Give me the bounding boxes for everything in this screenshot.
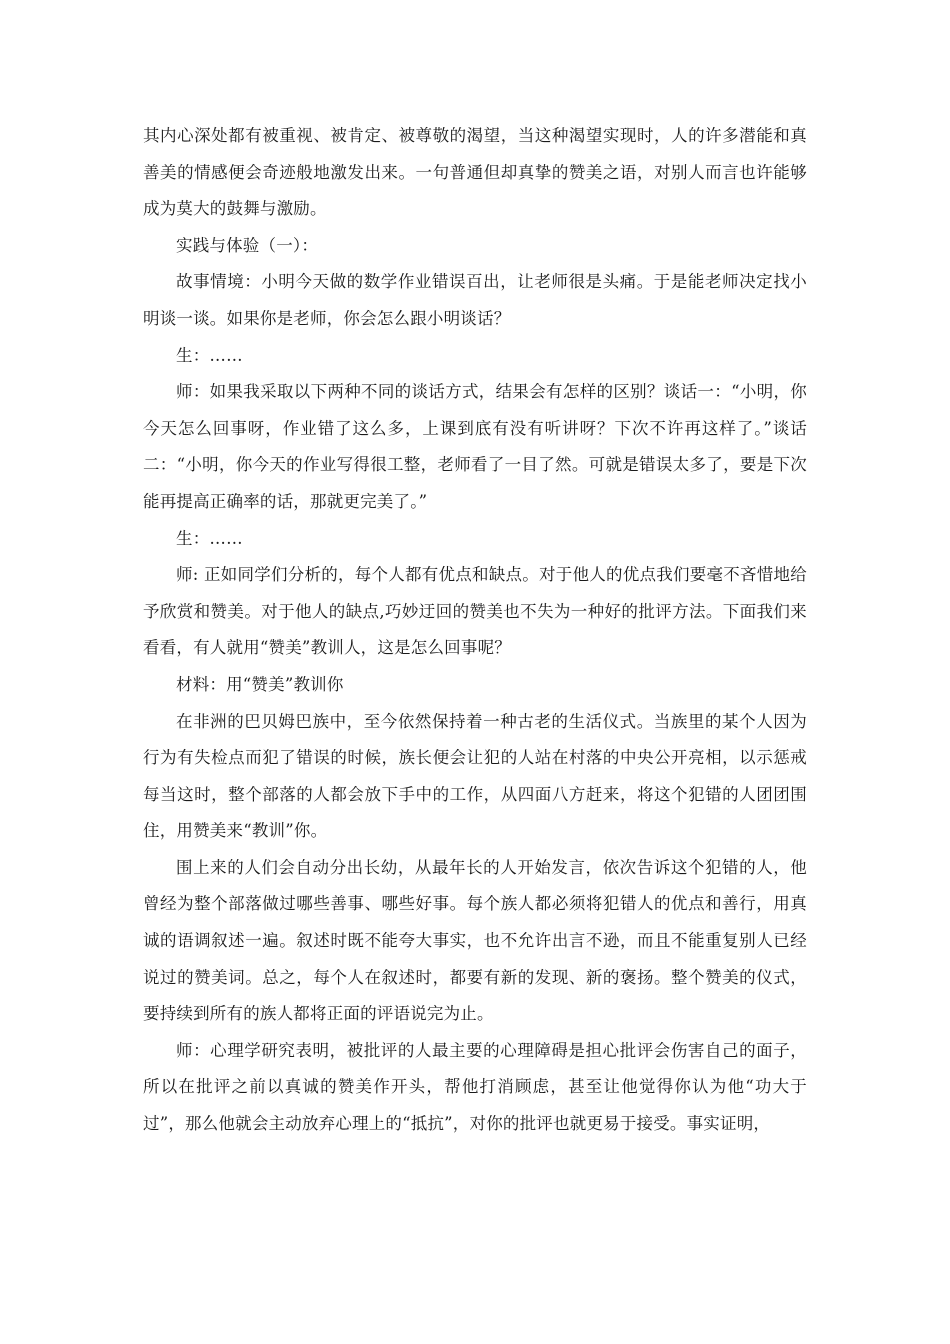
paragraph-teacher-psychology: 师：心理学研究表明，被批评的人最主要的心理障碍是担心批评会伤害自己的面子，所以在批评之前以真诚的赞美作开头，帮他打消顾虑，甚至让他觉得你认为他“功大于过”，那么他就会主动放弃心理上的“抵抗”，对你的批评也就更易于接受。事实证明， bbox=[143, 1040, 807, 1134]
paragraph-continuation: 其内心深处都有被重视、被肯定、被尊敬的渴望，当这种渴望实现时，人的许多潜能和真善美的情感便会奇迹般地激发出来。一句普通但却真挚的赞美之语，对别人而言也许能够成为莫大的鼓舞与激励。 bbox=[143, 126, 807, 219]
document-body bbox=[143, 118, 807, 1143]
paragraph-material-title: 材料：用“赞美”教训你 bbox=[176, 674, 344, 694]
paragraph-student-reply-2: 生：…… bbox=[176, 528, 243, 548]
paragraph-teacher-dialogue: 师：如果我采取以下两种不同的谈话方式，结果会有怎样的区别？谈话一：“小明，你今天怎么回事呀，作业错了这么多，上课到底有没有听讲呀？下次不许再这样了。”谈话二：“小明，你今天的作业写得很工整，老师看了一目了然。可就是错误太多了，要是下次能再提高正确率的话，那就更完美了。” bbox=[143, 382, 807, 511]
paragraph-material-story: 在非洲的巴贝姆巴族中，至今依然保持着一种古老的生活仪式。当族里的某个人因为行为有失检点而犯了错误的时候，族长便会让犯的人站在村落的中央公开亮相，以示惩戒每当这时，整个部落的人都会放下手中的工作，从四面八方赶来，将这个犯错的人团团围住，用赞美来“教训”你。 bbox=[143, 711, 807, 841]
paragraph-ritual-description: 围上来的人们会自动分出长幼，从最年长的人开始发言，依次告诉这个犯错的人，他曾经为整个部落做过哪些善事、哪些好事。每个族人都必须将犯错人的优点和善行，用真诚的语调叙述一遍。叙述时既不能夸大事实，也不允许出言不逊，而且不能重复别人已经说过的赞美词。总之，每个人在叙述时，都要有新的发现、新的褒扬。整个赞美的仪式，要持续到所有的族人都将正面的评语说完为止。 bbox=[143, 857, 807, 1024]
section-heading-practice: 实践与体验（一）： bbox=[176, 235, 319, 255]
paragraph-teacher-analysis: 师: 正如同学们分析的，每个人都有优点和缺点。对于他人的优点我们要毫不吝惜地给予欣赏和赞美。对于他人的缺点,巧妙迂回的赞美也不失为一种好的批评方法。下面我们来看看，有人就用“赞美”教训人，这是怎么回事呢？ bbox=[143, 565, 807, 658]
paragraph-story-scenario: 故事情境：小明今天做的数学作业错误百出，让老师很是头痛。于是能老师决定找小明谈一谈。如果你是老师，你会怎么跟小明谈话？ bbox=[143, 272, 807, 328]
paragraph-student-reply: 生：…… bbox=[176, 345, 243, 365]
